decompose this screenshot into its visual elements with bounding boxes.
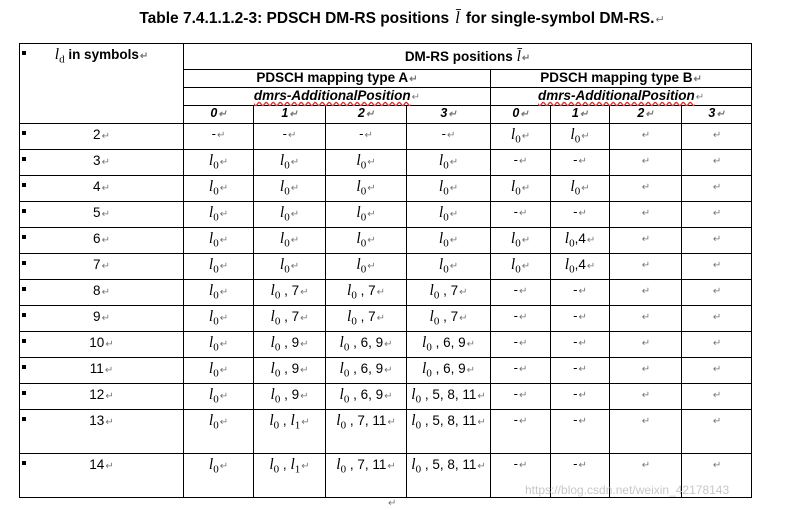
dmrs-positions-header: DM-RS positions l̄↵ bbox=[184, 44, 752, 70]
ld-cell: 11↵ bbox=[20, 358, 184, 384]
ld-cell: 4↵ bbox=[20, 176, 184, 202]
type-b-value-cell: ↵ bbox=[610, 332, 682, 358]
table-caption bbox=[0, 8, 804, 28]
type-b-value-cell: ↵ bbox=[682, 176, 752, 202]
paragraph-mark: ↵ bbox=[655, 14, 665, 26]
type-a-value-cell: $l_0↵$ bbox=[184, 454, 254, 498]
type-a-value-cell: $l_0$ , 7↵ bbox=[407, 306, 491, 332]
ld-cell: 6↵ bbox=[20, 228, 184, 254]
type-b-value-cell: ↵ bbox=[682, 150, 752, 176]
type-a-value-cell: $l_0↵$ bbox=[407, 202, 491, 228]
type-a-value-cell: $l_0↵$ bbox=[184, 410, 254, 454]
table-row bbox=[20, 358, 752, 384]
type-b-value-cell: $l_0↵$ bbox=[491, 176, 551, 202]
type-b-value-cell: ↵ bbox=[610, 384, 682, 410]
type-b-value-cell: ↵ bbox=[610, 254, 682, 280]
table-row bbox=[20, 410, 752, 454]
additional-position-b-header: dmrs-AdditionalPosition↵ bbox=[491, 88, 752, 106]
type-b-value-cell: -↵ bbox=[551, 410, 610, 454]
table-row bbox=[20, 306, 752, 332]
type-a-value-cell: $l_0$ , 7, 11↵ bbox=[326, 454, 407, 498]
type-a-value-cell: $l_0↵$ bbox=[184, 228, 254, 254]
type-a-col-header: 0↵ bbox=[184, 106, 254, 124]
type-a-value-cell: $l_0↵$ bbox=[184, 150, 254, 176]
type-b-col-header: 0↵ bbox=[491, 106, 551, 124]
type-a-value-cell: $l_0↵$ bbox=[326, 150, 407, 176]
type-a-value-cell: $l_0↵$ bbox=[184, 254, 254, 280]
type-b-value-cell: ↵ bbox=[610, 306, 682, 332]
type-b-value-cell: -↵ bbox=[491, 332, 551, 358]
type-b-value-cell: ↵ bbox=[610, 228, 682, 254]
additional-position-a-header: dmrs-AdditionalPosition↵ bbox=[184, 88, 491, 106]
ld-cell: 7↵ bbox=[20, 254, 184, 280]
type-b-value-cell: ↵ bbox=[610, 410, 682, 454]
type-a-value-cell: $l_0$ , $l_1↵$ bbox=[254, 454, 326, 498]
table-row bbox=[20, 280, 752, 306]
paragraph-mark-footer: ↵ bbox=[388, 498, 397, 509]
table-row bbox=[20, 150, 752, 176]
type-b-value-cell: -↵ bbox=[551, 384, 610, 410]
type-b-value-cell: -↵ bbox=[551, 202, 610, 228]
type-a-value-cell: $l_0$ , 9↵ bbox=[254, 332, 326, 358]
caption-symbol: l̄ bbox=[455, 8, 460, 27]
type-a-value-cell: $l_0$ , 5, 8, 11↵ bbox=[407, 384, 491, 410]
ld-cell: 14↵ bbox=[20, 454, 184, 498]
type-a-value-cell: $l_0↵$ bbox=[184, 202, 254, 228]
type-b-value-cell: ↵ bbox=[682, 280, 752, 306]
type-b-value-cell: -↵ bbox=[491, 384, 551, 410]
type-a-value-cell: $l_0↵$ bbox=[254, 202, 326, 228]
type-b-value-cell: ↵ bbox=[682, 332, 752, 358]
type-b-value-cell: $l_0↵$ bbox=[551, 176, 610, 202]
type-b-value-cell: ↵ bbox=[610, 454, 682, 498]
type-a-value-cell: -↵ bbox=[184, 124, 254, 150]
type-a-value-cell: $l_0↵$ bbox=[326, 176, 407, 202]
type-b-value-cell: ↵ bbox=[682, 384, 752, 410]
type-a-value-cell: $l_0↵$ bbox=[184, 384, 254, 410]
type-a-value-cell: $l_0↵$ bbox=[407, 228, 491, 254]
caption-suffix: for single-symbol DM-RS. bbox=[465, 10, 655, 27]
type-a-value-cell: $l_0↵$ bbox=[254, 176, 326, 202]
type-b-value-cell: -↵ bbox=[491, 358, 551, 384]
type-b-col-header: 2↵ bbox=[610, 106, 682, 124]
type-a-value-cell: -↵ bbox=[254, 124, 326, 150]
type-b-value-cell: -↵ bbox=[491, 410, 551, 454]
type-a-value-cell: $l_0$ , 7↵ bbox=[326, 306, 407, 332]
type-b-value-cell: $l_0↵$ bbox=[491, 254, 551, 280]
type-a-value-cell: $l_0$ , 5, 8, 11↵ bbox=[407, 410, 491, 454]
type-b-value-cell: ↵ bbox=[682, 202, 752, 228]
type-a-value-cell: $l_0↵$ bbox=[326, 228, 407, 254]
type-b-value-cell: ↵ bbox=[682, 454, 752, 498]
type-a-value-cell: $l_0$ , 6, 9↵ bbox=[407, 332, 491, 358]
type-b-value-cell: ↵ bbox=[682, 228, 752, 254]
type-b-value-cell: ↵ bbox=[610, 280, 682, 306]
type-a-value-cell: $l_0$ , 7, 11↵ bbox=[326, 410, 407, 454]
type-b-value-cell: -↵ bbox=[551, 280, 610, 306]
type-a-value-cell: $l_0$ , 6, 9↵ bbox=[326, 332, 407, 358]
type-b-value-cell: ↵ bbox=[682, 358, 752, 384]
type-b-value-cell: ↵ bbox=[682, 124, 752, 150]
type-a-value-cell: $l_0↵$ bbox=[254, 254, 326, 280]
type-b-value-cell: $l_0↵$ bbox=[551, 124, 610, 150]
ld-cell: 9↵ bbox=[20, 306, 184, 332]
type-a-value-cell: $l_0↵$ bbox=[184, 176, 254, 202]
type-b-value-cell: -↵ bbox=[491, 150, 551, 176]
type-a-col-header: 3↵ bbox=[407, 106, 491, 124]
type-a-value-cell: $l_0$ , 6, 9↵ bbox=[326, 384, 407, 410]
ld-cell: 3↵ bbox=[20, 150, 184, 176]
type-a-value-cell: $l_0$ , 6, 9↵ bbox=[407, 358, 491, 384]
type-b-value-cell: -↵ bbox=[551, 306, 610, 332]
ld-cell: 10↵ bbox=[20, 332, 184, 358]
table-row bbox=[20, 384, 752, 410]
type-a-value-cell: $l_0↵$ bbox=[254, 228, 326, 254]
mapping-type-b-header: PDSCH mapping type B↵ bbox=[491, 70, 752, 88]
type-b-value-cell: -↵ bbox=[551, 454, 610, 498]
type-a-value-cell: $l_0$ , 9↵ bbox=[254, 384, 326, 410]
ld-cell: 8↵ bbox=[20, 280, 184, 306]
type-b-value-cell: -↵ bbox=[491, 306, 551, 332]
table-row bbox=[20, 202, 752, 228]
type-a-value-cell: $l_0↵$ bbox=[254, 150, 326, 176]
type-b-value-cell: -↵ bbox=[491, 280, 551, 306]
type-a-value-cell: $l_0$ , 7↵ bbox=[254, 280, 326, 306]
type-b-value-cell: ↵ bbox=[610, 202, 682, 228]
type-a-value-cell: $l_0$ , 6, 9↵ bbox=[326, 358, 407, 384]
table-row bbox=[20, 332, 752, 358]
mapping-type-a-header: PDSCH mapping type A↵ bbox=[184, 70, 491, 88]
ld-cell: 5↵ bbox=[20, 202, 184, 228]
type-a-value-cell: $l_0$ , 9↵ bbox=[254, 358, 326, 384]
type-a-value-cell: $l_0↵$ bbox=[184, 280, 254, 306]
type-a-value-cell: $l_0↵$ bbox=[326, 202, 407, 228]
type-b-value-cell: $l_0,4↵$ bbox=[551, 254, 610, 280]
type-a-value-cell: -↵ bbox=[326, 124, 407, 150]
ld-cell: 13↵ bbox=[20, 410, 184, 454]
type-a-value-cell: $l_0↵$ bbox=[407, 150, 491, 176]
type-b-value-cell: ↵ bbox=[682, 254, 752, 280]
table-row bbox=[20, 124, 752, 150]
type-a-value-cell: $l_0$ , 5, 8, 11↵ bbox=[407, 454, 491, 498]
type-b-value-cell: -↵ bbox=[551, 332, 610, 358]
type-b-value-cell: ↵ bbox=[610, 150, 682, 176]
type-a-value-cell: $l_0$ , 7↵ bbox=[254, 306, 326, 332]
type-b-value-cell: ↵ bbox=[610, 124, 682, 150]
type-b-value-cell: ↵ bbox=[610, 358, 682, 384]
table-row bbox=[20, 228, 752, 254]
table-row bbox=[20, 254, 752, 280]
type-b-value-cell: -↵ bbox=[551, 150, 610, 176]
type-b-value-cell: -↵ bbox=[551, 358, 610, 384]
type-b-value-cell: ↵ bbox=[682, 410, 752, 454]
caption-prefix: Table 7.4.1.1.2-3: PDSCH DM-RS positions bbox=[139, 10, 450, 27]
type-a-value-cell: $l_0↵$ bbox=[407, 176, 491, 202]
type-a-value-cell: -↵ bbox=[407, 124, 491, 150]
type-b-value-cell: $l_0↵$ bbox=[491, 228, 551, 254]
type-a-value-cell: $l_0$ , $l_1↵$ bbox=[254, 410, 326, 454]
type-b-value-cell: $l_0↵$ bbox=[491, 124, 551, 150]
type-b-value-cell: ↵ bbox=[682, 306, 752, 332]
ld-header-label: $l_d$ in symbols↵ bbox=[54, 46, 149, 66]
type-b-col-header: 1↵ bbox=[551, 106, 610, 124]
type-b-value-cell: -↵ bbox=[491, 202, 551, 228]
type-b-col-header: 3↵ bbox=[682, 106, 752, 124]
type-b-value-cell: ↵ bbox=[610, 176, 682, 202]
type-a-value-cell: $l_0↵$ bbox=[407, 254, 491, 280]
bullet-marker bbox=[22, 51, 26, 55]
type-a-value-cell: $l_0↵$ bbox=[326, 254, 407, 280]
type-a-value-cell: $l_0↵$ bbox=[184, 306, 254, 332]
type-a-col-header: 1↵ bbox=[254, 106, 326, 124]
table-row bbox=[20, 176, 752, 202]
type-b-value-cell: -↵ bbox=[491, 454, 551, 498]
type-a-value-cell: $l_0↵$ bbox=[184, 358, 254, 384]
type-a-value-cell: $l_0$ , 7↵ bbox=[326, 280, 407, 306]
type-a-value-cell: $l_0↵$ bbox=[184, 332, 254, 358]
ld-cell: 12↵ bbox=[20, 384, 184, 410]
dmrs-positions-table bbox=[19, 43, 752, 498]
ld-cell: 2↵ bbox=[20, 124, 184, 150]
type-b-value-cell: $l_0,4↵$ bbox=[551, 228, 610, 254]
type-a-value-cell: $l_0$ , 7↵ bbox=[407, 280, 491, 306]
type-a-col-header: 2↵ bbox=[326, 106, 407, 124]
ld-header-cell bbox=[20, 44, 184, 124]
watermark: https://blog.csdn.net/weixin_42178143 bbox=[525, 483, 730, 497]
